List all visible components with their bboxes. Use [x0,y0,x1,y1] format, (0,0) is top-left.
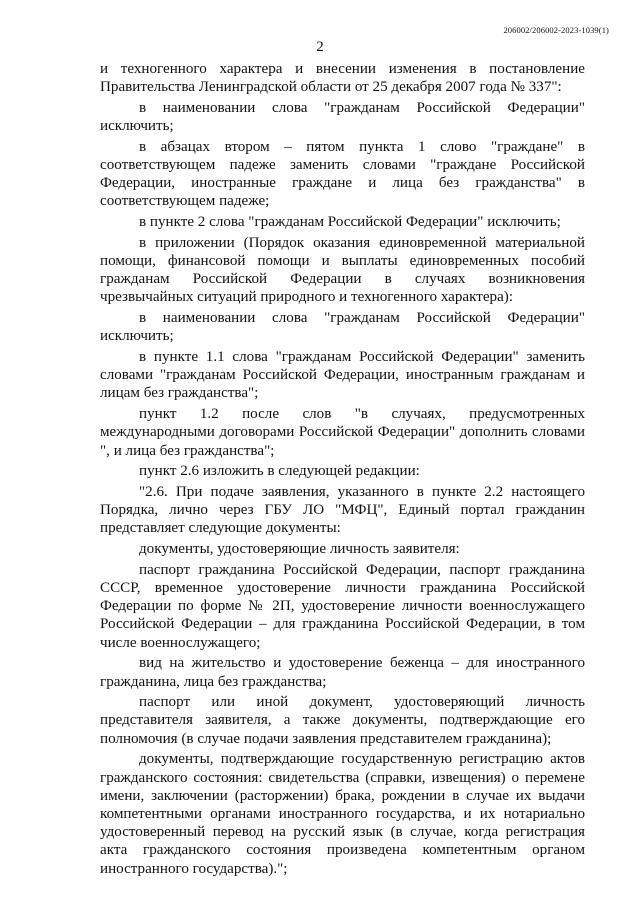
paragraph: пункт 1.2 после слов "в случаях, предусмотренных международными договорами Российской Федерации" дополнить словами ", и лица без гражданства"; [100,406,585,459]
paragraph: и техногенного характера и внесении изменения в постановление Правительства Ленинградской области от 25 декабря 2007 года № 337": [100,61,585,96]
paragraph: вид на жительство и удостоверение беженца – для иностранного гражданина, лица без гражданства; [100,655,585,690]
paragraph: в пункте 1.1 слова "гражданам Российской Федерации" заменить словами "гражданам Российской Федерации, иностранным гражданам и лицам без гражданства"; [100,349,585,402]
paragraph: в пункте 2 слова "гражданам Российской Федерации" исключить; [139,214,561,231]
paragraph: документы, подтверждающие государственную регистрацию актов гражданского состояния: свидетельства (справки, извещения) о перемене имени, заключении (расторжении) брака, рождении в случае их выдачи компетентными органами иностранного государства, и их нотариально удостоверенный перевод на русский язык (в случае, когда регистрация акта гражданского состояния произведена компетентным органом иностранного государства)."; [100,751,585,877]
paragraph: "2.6. При подаче заявления, указанного в пункте 2.2 настоящего Порядка, лично через ГБУ ЛО "МФЦ", Единый портал гражданин представляет следующие документы: [100,483,585,537]
paragraph: в абзацах втором – пятом пункта 1 слово "граждане" в соответствующем падеже заменить словами "граждане Российской Федерации, иностранные граждане и лица без гражданства" в соответствующем падеже; [100,138,585,210]
document-registration-number: 206002/206002-2023-1039(1) [503,25,609,35]
paragraph: в наименовании слова "гражданам Российской Федерации" исключить; [100,99,585,135]
paragraph: пункт 2.6 изложить в следующей редакции: [139,463,420,480]
page-number: 2 [316,39,324,55]
paragraph: в наименовании слова "гражданам Российской Федерации" исключить; [100,310,585,345]
document-body [100,60,585,880]
paragraph: паспорт гражданина Российской Федерации, паспорт гражданина СССР, временное удостоверение личности гражданина Российской Федерации по форме № 2П, удостоверение личности военнослужащего Российской Федерации – для гражданина Российской Федерации, в том числе военнослужащего; [100,561,585,651]
paragraph: в приложении (Порядок оказания единовременной материальной помощи, финансовой помощи и выплаты единовременных пособий гражданам Российской Федерации в случаях возникновения чрезвычайных ситуаций природного и техногенного характера): [100,234,585,306]
paragraph: документы, удостоверяющие личность заявителя: [139,541,460,558]
paragraph: паспорт или иной документ, удостоверяющий личность представителя заявителя, а также документы, подтверждающие его полномочия (в случае подачи заявления представителем гражданина); [100,694,585,747]
